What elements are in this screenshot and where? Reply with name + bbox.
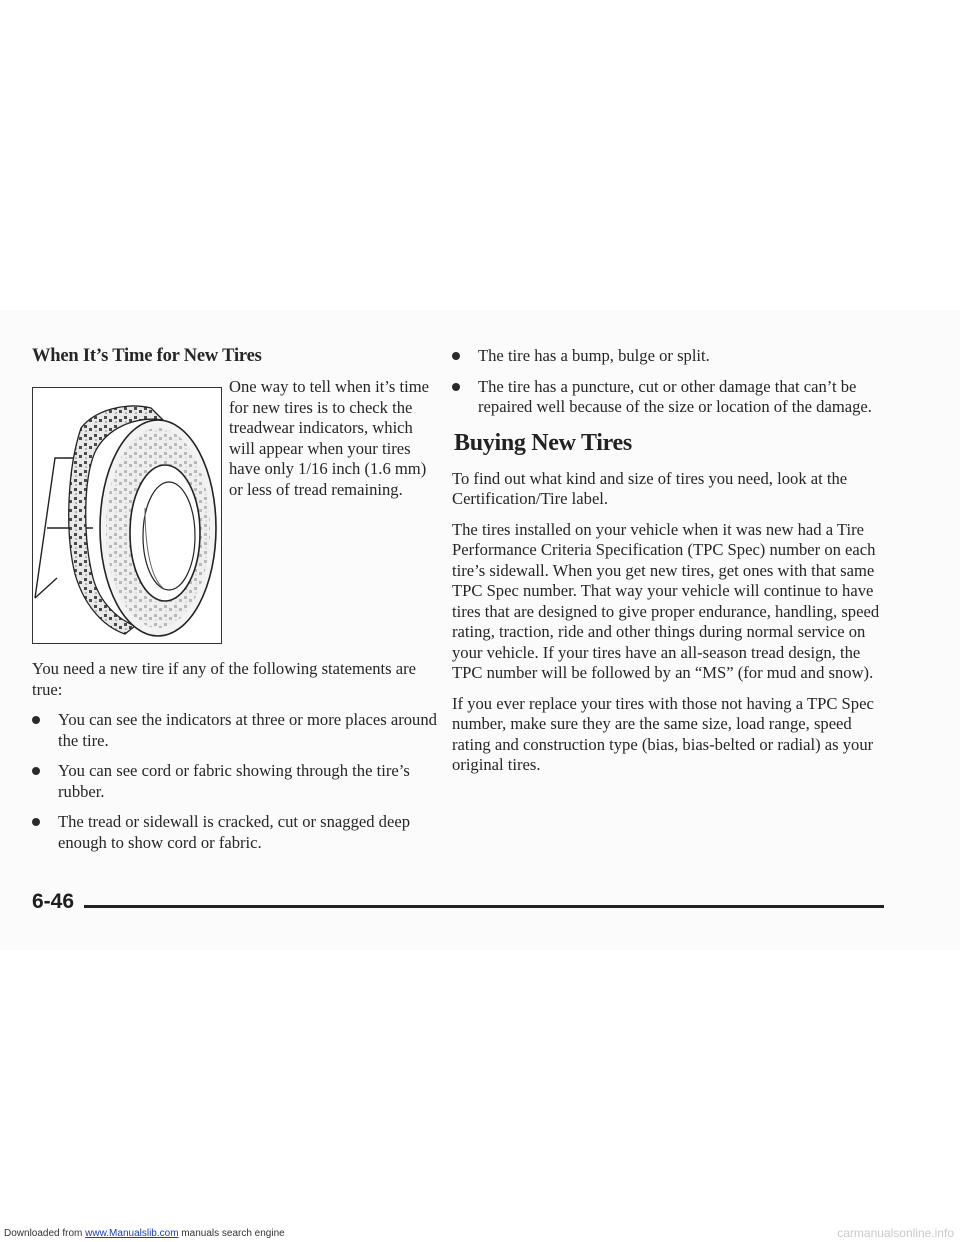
bullet-text: The tire has a bump, bulge or split.	[478, 346, 710, 365]
bullet-icon	[452, 383, 460, 391]
bullet-text: The tire has a puncture, cut or other damage that can’t be repaired well because of the size or location of the damage.	[478, 376, 872, 416]
left-column	[32, 346, 437, 863]
bullet-icon	[32, 767, 40, 775]
list-item	[32, 812, 437, 853]
watermark: carmanualsonline.info	[837, 1226, 954, 1240]
section-heading-new-tires: When It’s Time for New Tires	[32, 346, 262, 366]
intro-row	[32, 377, 437, 645]
tire-label-paragraph: To find out what kind and size of tires you need, look at the Certification/Tire label.	[452, 468, 848, 508]
tpc-spec-paragraph: The tires installed on your vehicle when it was new had a Tire Performance Criteria Specification (TPC Spec) number on each tire’s sidewall. When you get new tires, get ones with that same TPC Spec number. That way your vehicle will continue to have tires that are designed to give proper endurance, handling, speed rating, traction, ride and other things during normal service on your vehicle. If your tires have an all-season tread design, the TPC number will be followed by an “MS” (for mud and snow).	[452, 519, 880, 682]
list-item	[32, 761, 437, 802]
footer-rule	[84, 905, 884, 908]
manualslib-link[interactable]: www.Manualslib.com	[85, 1228, 179, 1239]
tire-illustration-icon	[32, 387, 222, 644]
bullet-text: You can see the indicators at three or more places around the tire.	[58, 710, 437, 750]
right-column	[452, 346, 882, 786]
bullet-text: The tread or sidewall is cracked, cut or snagged deep enough to show cord or fabric.	[58, 812, 411, 852]
list-item	[452, 377, 882, 418]
bullet-icon	[32, 818, 40, 826]
treadwear-intro-text: One way to tell when it’s time for new tires is to check the treadwear indicators, which will appear when your tires have only 1/16 inch (1.6 mm) or less of tread remaining.	[229, 377, 430, 499]
section-heading-buying-new-tires: Buying New Tires	[454, 429, 632, 456]
download-note	[4, 1228, 285, 1239]
page-number: 6-46	[32, 890, 75, 913]
download-note-suffix: manuals search engine	[178, 1228, 285, 1239]
download-note-prefix: Downloaded from	[4, 1228, 86, 1239]
bullet-text: You can see cord or fabric showing through the tire’s rubber.	[58, 761, 410, 801]
list-item	[32, 710, 437, 751]
bullet-icon	[32, 716, 40, 724]
bullet-icon	[452, 352, 460, 360]
replacement-lead-text: You need a new tire if any of the following statements are true:	[32, 659, 417, 699]
page-footer	[32, 890, 882, 930]
list-item	[452, 346, 882, 367]
replacement-paragraph: If you ever replace your tires with those not having a TPC Spec number, make sure they are the same size, load range, speed rating and construction type (bias, bias-belted or radial) as your original tires.	[452, 693, 874, 774]
